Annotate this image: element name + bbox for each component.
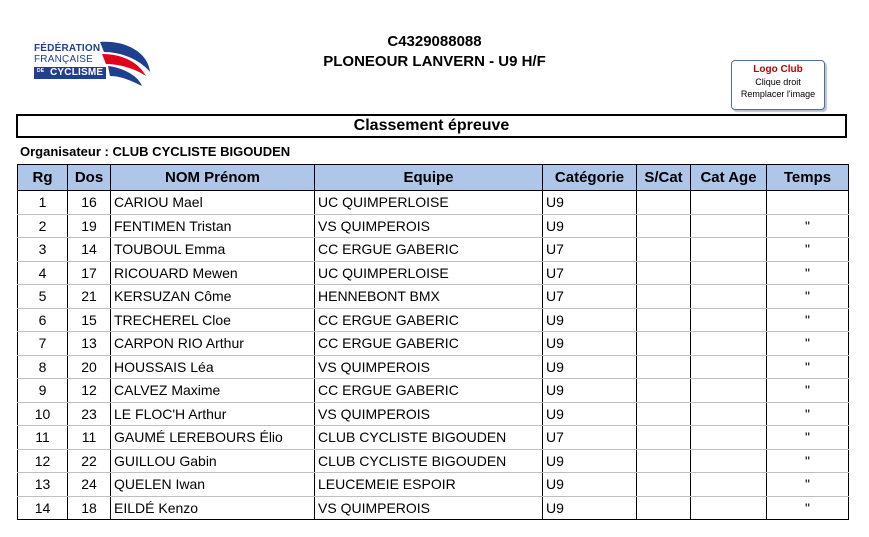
cell-name: FENTIMEN Tristan bbox=[111, 214, 315, 238]
cell-cat-age bbox=[691, 449, 767, 473]
cell-rank: 7 bbox=[18, 332, 68, 356]
cell-name: CARIOU Mael bbox=[111, 191, 315, 215]
cell-team: CC ERGUE GABERIC bbox=[315, 238, 543, 262]
table-row bbox=[18, 449, 849, 473]
table-row bbox=[18, 238, 849, 262]
table-row bbox=[18, 332, 849, 356]
ffc-logo-cyclisme: CYCLISME bbox=[50, 67, 104, 78]
cell-name: RICOUARD Mewen bbox=[111, 261, 315, 285]
cell-rank: 6 bbox=[18, 308, 68, 332]
cell-rank: 13 bbox=[18, 473, 68, 497]
cell-time: " bbox=[767, 496, 849, 520]
cell-cat-age bbox=[691, 214, 767, 238]
cell-name: GAUMÉ LEREBOURS Élio bbox=[111, 426, 315, 450]
cell-cat-age bbox=[691, 238, 767, 262]
cell-team: VS QUIMPEROIS bbox=[315, 496, 543, 520]
cell-rank: 8 bbox=[18, 355, 68, 379]
cell-subcategory bbox=[637, 449, 691, 473]
cell-subcategory bbox=[637, 426, 691, 450]
column-header-team: Equipe bbox=[315, 165, 543, 191]
cell-cat-age bbox=[691, 426, 767, 450]
logo-club-hint-2: Remplacer l'image bbox=[740, 89, 816, 99]
cell-rank: 14 bbox=[18, 496, 68, 520]
cell-team: CC ERGUE GABERIC bbox=[315, 308, 543, 332]
table-row bbox=[18, 473, 849, 497]
cell-rank: 12 bbox=[18, 449, 68, 473]
section-title: Classement épreuve bbox=[16, 114, 847, 138]
column-header-category: Catégorie bbox=[543, 165, 637, 191]
cell-team: HENNEBONT BMX bbox=[315, 285, 543, 309]
cell-bib: 14 bbox=[68, 238, 111, 262]
cell-category: U7 bbox=[543, 238, 637, 262]
cell-rank: 5 bbox=[18, 285, 68, 309]
cell-category: U9 bbox=[543, 355, 637, 379]
table-row bbox=[18, 402, 849, 426]
cell-bib: 13 bbox=[68, 332, 111, 356]
cell-category: U9 bbox=[543, 496, 637, 520]
cell-cat-age bbox=[691, 332, 767, 356]
cell-category: U9 bbox=[543, 214, 637, 238]
cell-name: HOUSSAIS Léa bbox=[111, 355, 315, 379]
event-code: C4329088088 bbox=[387, 33, 482, 50]
logo-club-placeholder[interactable] bbox=[731, 60, 825, 110]
cell-bib: 17 bbox=[68, 261, 111, 285]
cell-time: " bbox=[767, 285, 849, 309]
cell-subcategory bbox=[637, 214, 691, 238]
cell-rank: 3 bbox=[18, 238, 68, 262]
cell-subcategory bbox=[637, 191, 691, 215]
cell-cat-age bbox=[691, 308, 767, 332]
cell-category: U9 bbox=[543, 402, 637, 426]
cell-bib: 22 bbox=[68, 449, 111, 473]
cell-time: " bbox=[767, 449, 849, 473]
logo-club-hint-1: Clique droit bbox=[755, 77, 801, 87]
cell-name: TOUBOUL Emma bbox=[111, 238, 315, 262]
cell-team: UC QUIMPERLOISE bbox=[315, 261, 543, 285]
cell-category: U9 bbox=[543, 332, 637, 356]
cell-rank: 4 bbox=[18, 261, 68, 285]
cell-subcategory bbox=[637, 496, 691, 520]
cell-time: " bbox=[767, 402, 849, 426]
column-header-subcategory: S/Cat bbox=[637, 165, 691, 191]
cell-time: " bbox=[767, 308, 849, 332]
cell-name: CARPON RIO Arthur bbox=[111, 332, 315, 356]
column-header-cat-age: Cat Age bbox=[691, 165, 767, 191]
cell-time: " bbox=[767, 426, 849, 450]
cell-team: LEUCEMEIE ESPOIR bbox=[315, 473, 543, 497]
results-body bbox=[18, 191, 849, 520]
table-row bbox=[18, 214, 849, 238]
cell-time: " bbox=[767, 332, 849, 356]
cell-cat-age bbox=[691, 496, 767, 520]
table-row bbox=[18, 379, 849, 403]
cell-team: VS QUIMPEROIS bbox=[315, 214, 543, 238]
cell-subcategory bbox=[637, 355, 691, 379]
results-table bbox=[17, 164, 849, 520]
column-header-name: NOM Prénom bbox=[111, 165, 315, 191]
cell-time: " bbox=[767, 214, 849, 238]
cell-rank: 9 bbox=[18, 379, 68, 403]
cell-bib: 19 bbox=[68, 214, 111, 238]
ffc-logo-line2: FRANÇAISE bbox=[34, 54, 94, 65]
cell-category: U7 bbox=[543, 261, 637, 285]
cell-team: CLUB CYCLISTE BIGOUDEN bbox=[315, 426, 543, 450]
cell-subcategory bbox=[637, 332, 691, 356]
cell-name: TRECHEREL Cloe bbox=[111, 308, 315, 332]
cell-name: EILDÉ Kenzo bbox=[111, 496, 315, 520]
cell-bib: 24 bbox=[68, 473, 111, 497]
cell-time: " bbox=[767, 473, 849, 497]
cell-time: " bbox=[767, 261, 849, 285]
cell-name: QUELEN Iwan bbox=[111, 473, 315, 497]
column-header-time: Temps bbox=[767, 165, 849, 191]
cell-team: CC ERGUE GABERIC bbox=[315, 379, 543, 403]
cell-subcategory bbox=[637, 261, 691, 285]
cell-cat-age bbox=[691, 285, 767, 309]
cell-rank: 1 bbox=[18, 191, 68, 215]
table-row bbox=[18, 308, 849, 332]
cell-cat-age bbox=[691, 355, 767, 379]
column-header-rg: Rg bbox=[18, 165, 68, 191]
cell-team: VS QUIMPEROIS bbox=[315, 402, 543, 426]
table-row bbox=[18, 191, 849, 215]
cell-category: U9 bbox=[543, 191, 637, 215]
cell-name: CALVEZ Maxime bbox=[111, 379, 315, 403]
column-header-dos: Dos bbox=[68, 165, 111, 191]
cell-bib: 23 bbox=[68, 402, 111, 426]
cell-subcategory bbox=[637, 402, 691, 426]
organizer-label: Organisateur : CLUB CYCLISTE BIGOUDEN bbox=[20, 144, 291, 159]
table-row bbox=[18, 426, 849, 450]
table-header-row bbox=[18, 165, 849, 191]
cell-category: U7 bbox=[543, 285, 637, 309]
cell-bib: 18 bbox=[68, 496, 111, 520]
logo-club-title: Logo Club bbox=[753, 64, 803, 75]
ffc-logo-line1: FÉDÉRATION bbox=[34, 43, 101, 54]
cell-bib: 20 bbox=[68, 355, 111, 379]
table-row bbox=[18, 496, 849, 520]
cell-bib: 21 bbox=[68, 285, 111, 309]
cell-cat-age bbox=[691, 191, 767, 215]
cell-cat-age bbox=[691, 473, 767, 497]
cell-bib: 12 bbox=[68, 379, 111, 403]
cell-rank: 2 bbox=[18, 214, 68, 238]
table-row bbox=[18, 355, 849, 379]
cell-bib: 15 bbox=[68, 308, 111, 332]
cell-bib: 11 bbox=[68, 426, 111, 450]
cell-category: U9 bbox=[543, 308, 637, 332]
race-title: PLONEOUR LANVERN - U9 H/F bbox=[323, 53, 546, 70]
cell-team: VS QUIMPEROIS bbox=[315, 355, 543, 379]
cell-rank: 11 bbox=[18, 426, 68, 450]
cell-category: U9 bbox=[543, 449, 637, 473]
cell-team: UC QUIMPERLOISE bbox=[315, 191, 543, 215]
table-row bbox=[18, 285, 849, 309]
cell-subcategory bbox=[637, 238, 691, 262]
cell-team: CLUB CYCLISTE BIGOUDEN bbox=[315, 449, 543, 473]
cell-name: GUILLOU Gabin bbox=[111, 449, 315, 473]
cell-subcategory bbox=[637, 308, 691, 332]
table-row bbox=[18, 261, 849, 285]
cell-rank: 10 bbox=[18, 402, 68, 426]
cell-category: U9 bbox=[543, 473, 637, 497]
cell-category: U7 bbox=[543, 426, 637, 450]
ffc-logo-small: DE bbox=[37, 68, 45, 74]
cell-cat-age bbox=[691, 402, 767, 426]
cell-subcategory bbox=[637, 473, 691, 497]
cell-team: CC ERGUE GABERIC bbox=[315, 332, 543, 356]
cell-subcategory bbox=[637, 379, 691, 403]
cell-subcategory bbox=[637, 285, 691, 309]
cell-name: KERSUZAN Côme bbox=[111, 285, 315, 309]
cell-name: LE FLOC'H Arthur bbox=[111, 402, 315, 426]
cell-time bbox=[767, 191, 849, 215]
cell-time: " bbox=[767, 238, 849, 262]
cell-time: " bbox=[767, 355, 849, 379]
cell-cat-age bbox=[691, 379, 767, 403]
cell-cat-age bbox=[691, 261, 767, 285]
cell-time: " bbox=[767, 379, 849, 403]
cell-category: U9 bbox=[543, 379, 637, 403]
cell-bib: 16 bbox=[68, 191, 111, 215]
